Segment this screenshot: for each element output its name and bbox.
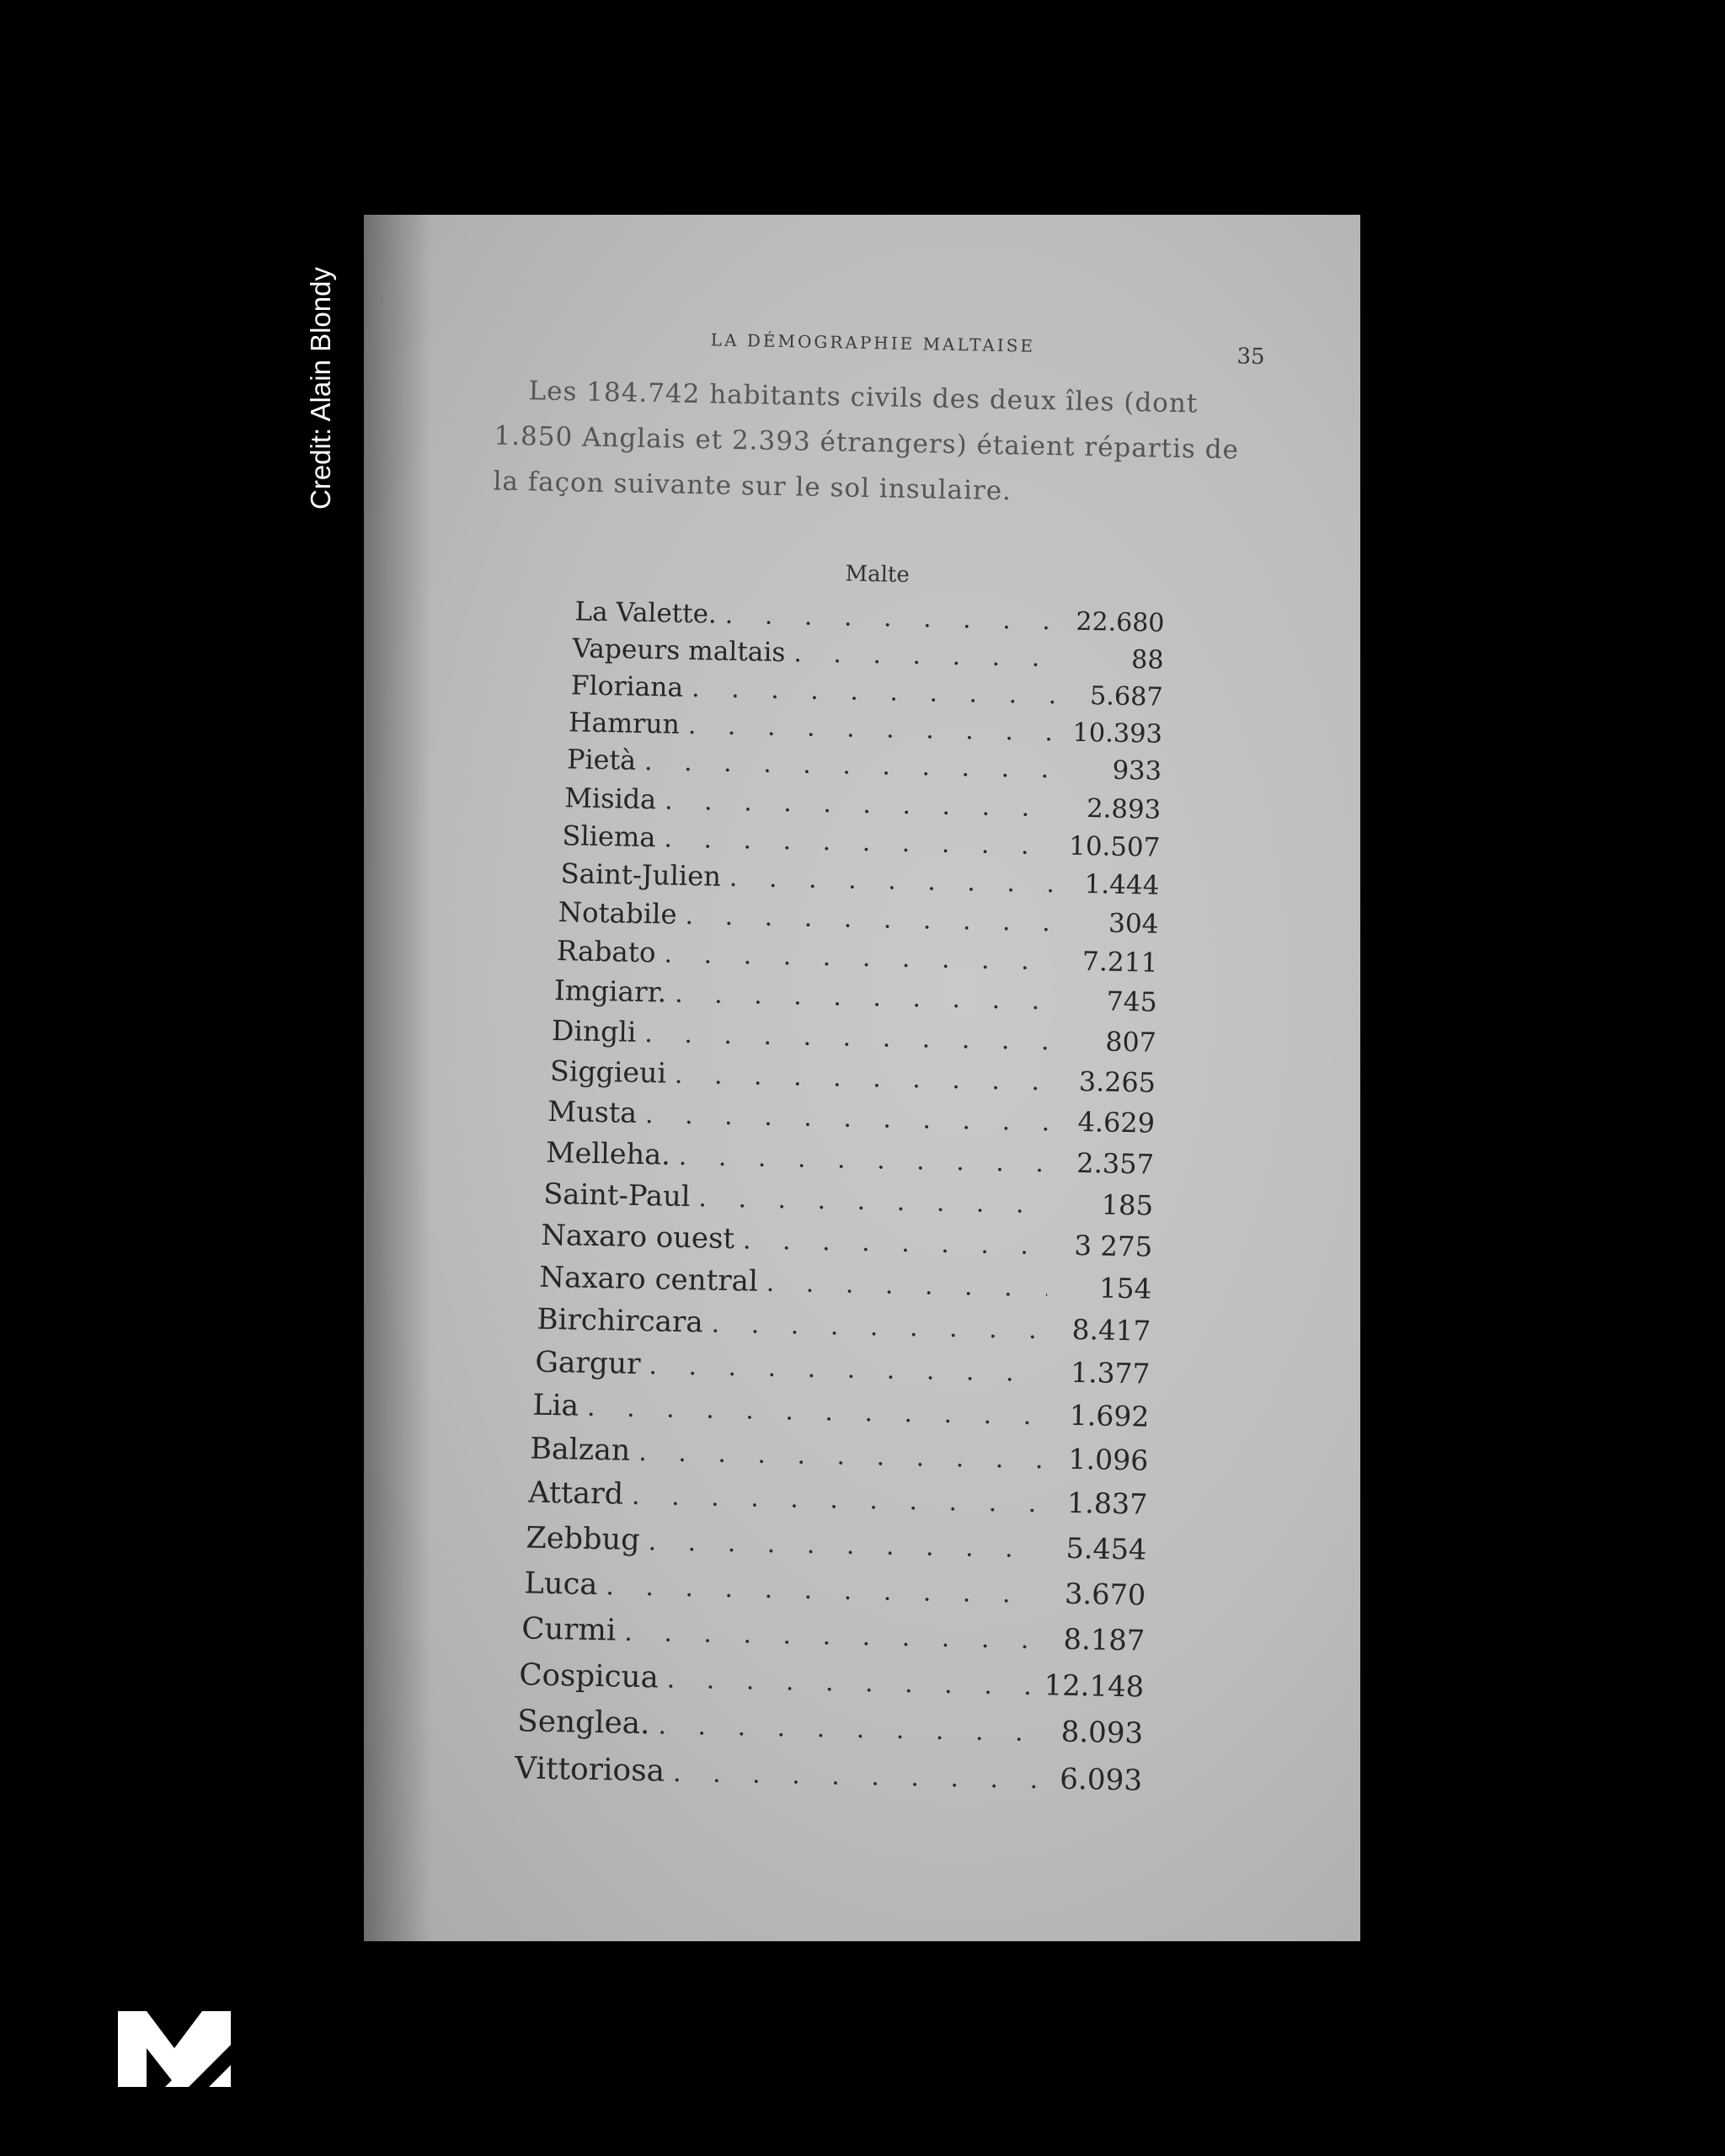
locality-name: Notabile: [558, 896, 677, 931]
running-head: LA DÉMOGRAPHIE MALTAISE: [710, 329, 1036, 356]
book-page-photo: [364, 215, 1360, 1941]
locality-name: Dingli: [551, 1013, 637, 1049]
locality-name: Luca: [524, 1566, 598, 1603]
dot-leader: [637, 1100, 1051, 1137]
locality-name: Pietà: [566, 744, 637, 776]
locality-name: Hamrun: [568, 707, 681, 740]
locality-name: Birchircara: [537, 1302, 704, 1340]
locality-name: Melleha.: [545, 1135, 671, 1171]
locality-name: Floriana: [570, 670, 684, 703]
population-value: 933: [1112, 755, 1162, 787]
locality-name: Attard: [528, 1476, 624, 1512]
locality-name: Gargur: [535, 1345, 641, 1382]
locality-name: Curmi: [521, 1611, 617, 1648]
dot-leader: [680, 711, 1059, 748]
dot-leader: [655, 939, 1054, 976]
dot-leader: [690, 1183, 1049, 1219]
population-value: 10.507: [1068, 830, 1161, 863]
population-value: 5.454: [1065, 1531, 1147, 1566]
population-value: 8.187: [1063, 1622, 1146, 1657]
dot-leader: [649, 1710, 1039, 1748]
intro-paragraph: [493, 367, 1253, 518]
population-value: 1.377: [1070, 1356, 1151, 1390]
locality-name: Sliema: [562, 819, 656, 854]
locality-name: Saint-Julien: [560, 857, 722, 893]
population-value: 154: [1098, 1272, 1152, 1305]
population-value: 807: [1105, 1027, 1157, 1059]
section-title: Malte: [845, 561, 911, 588]
dot-leader: [734, 1225, 1049, 1261]
population-value: 3.265: [1078, 1065, 1156, 1099]
dot-leader: [623, 1481, 1044, 1519]
dot-leader: [757, 1268, 1047, 1304]
locality-name: Vapeurs maltais: [572, 633, 786, 669]
population-value: 745: [1106, 986, 1158, 1018]
credit-text: Credit: Alain Blondy: [305, 267, 336, 510]
locality-name: Naxaro central: [539, 1260, 759, 1299]
locality-name: Lia: [532, 1388, 579, 1423]
dot-leader: [597, 1572, 1042, 1609]
population-value: 6.093: [1059, 1762, 1143, 1798]
dot-leader: [655, 824, 1056, 861]
population-value: 1.692: [1069, 1398, 1150, 1433]
population-value: 5.687: [1089, 681, 1164, 712]
population-value: 304: [1108, 908, 1159, 940]
population-value: 8.093: [1060, 1715, 1144, 1751]
page-number: 35: [1236, 344, 1265, 371]
locality-name: Siggieui: [549, 1054, 667, 1090]
locality-name: Zebbug: [526, 1520, 641, 1558]
dot-leader: [636, 1019, 1052, 1056]
intro-line: Les 184.742 habitants civils des deux îles (dont: [528, 376, 1199, 419]
population-value: 2.357: [1076, 1146, 1155, 1181]
locality-name: Rabato: [556, 935, 656, 969]
locality-name: Balzan: [530, 1432, 631, 1468]
dot-leader: [702, 1309, 1046, 1345]
locality-name: Naxaro ouest: [540, 1218, 735, 1256]
population-value: 1.096: [1068, 1442, 1149, 1477]
population-value: 1.837: [1066, 1486, 1148, 1521]
population-value: 1.444: [1084, 869, 1160, 901]
dot-leader: [639, 1527, 1042, 1564]
dot-leader: [656, 786, 1057, 823]
locality-name: Musta: [547, 1094, 638, 1129]
population-value: 8.417: [1071, 1313, 1151, 1348]
population-value: 3 275: [1074, 1229, 1153, 1263]
population-value: 3.670: [1064, 1577, 1146, 1612]
dot-leader: [658, 1664, 1032, 1701]
dot-leader: [670, 1142, 1049, 1179]
dot-leader: [683, 674, 1059, 711]
dot-leader: [640, 1351, 1046, 1388]
locality-name: Imgiarr.: [553, 974, 667, 1009]
locality-name: Vittoriosa: [514, 1751, 665, 1789]
dot-leader: [785, 638, 1060, 673]
locality-name: Saint-Paul: [542, 1177, 691, 1214]
credit-line: [305, 240, 339, 510]
population-value: 4.629: [1077, 1105, 1156, 1139]
intro-line: la façon suivante sur le sol insulaire.: [493, 466, 1012, 507]
dot-leader: [717, 600, 1060, 637]
dot-leader: [616, 1618, 1041, 1656]
population-value: 10.393: [1072, 718, 1163, 750]
population-value: 7.211: [1081, 946, 1159, 979]
population-value: 2.893: [1086, 793, 1162, 825]
locality-name: Senglea.: [516, 1704, 650, 1742]
population-value: 88: [1130, 645, 1164, 675]
dot-leader: [666, 979, 1053, 1017]
dot-leader: [721, 863, 1055, 899]
dot-leader: [665, 1758, 1039, 1795]
locality-name: La Valette.: [574, 596, 718, 630]
dot-leader: [630, 1438, 1044, 1475]
locality-name: Cospicua: [518, 1657, 660, 1695]
m-logo-icon: [118, 2011, 231, 2087]
dot-leader: [579, 1393, 1045, 1432]
dot-leader: [666, 1060, 1052, 1097]
locality-name: Misida: [563, 782, 657, 816]
population-value: 12.148: [1044, 1668, 1145, 1704]
population-value: 185: [1101, 1188, 1154, 1222]
dot-leader: [636, 747, 1058, 785]
dot-leader: [676, 901, 1055, 938]
population-table: [514, 596, 1165, 1810]
intro-line: 1.850 Anglais et 2.393 étrangers) étaient répartis de: [494, 420, 1240, 466]
population-value: 22.680: [1076, 606, 1165, 638]
book-page: [364, 215, 1360, 1941]
